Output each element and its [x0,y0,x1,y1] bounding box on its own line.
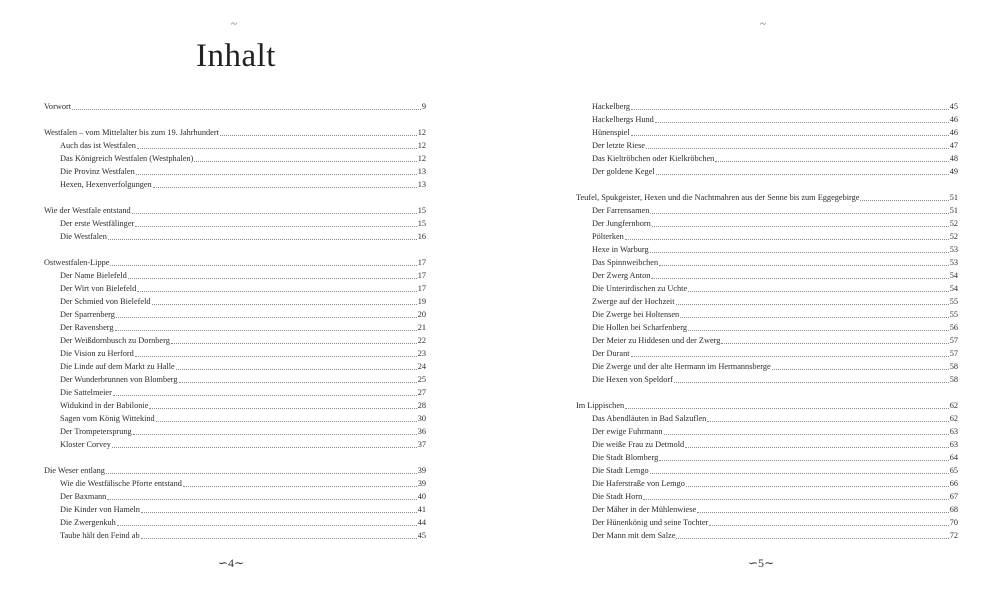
toc-entry [44,373,426,385]
toc-entry [44,360,426,372]
toc-page-number: 52 [949,219,958,228]
toc-entry [576,503,958,515]
toc-entry [44,503,426,515]
toc-section-heading [576,399,958,411]
toc-entry-title: Widukind in der Babilonie [60,401,149,410]
toc-page-number: 20 [417,310,426,319]
toc-section-heading [44,464,426,476]
dot-leader [171,343,417,344]
toc-entry [576,126,958,138]
toc-page-number: 40 [417,492,426,501]
dot-leader [115,330,417,331]
toc-page-number: 12 [417,141,426,150]
toc-entry-title: Das Abendläuten in Bad Salzuflen [592,414,707,423]
toc-entry-title: Die Weser entlang [44,466,105,475]
toc-entry-title: Der Durant [592,349,630,358]
toc-entry-title: Die Stadt Blomberg [592,453,659,462]
toc-entry [576,282,958,294]
dot-leader [153,187,417,188]
dot-leader [860,200,948,201]
toc-entry [576,139,958,151]
toc-page-number: 63 [949,427,958,436]
toc-entry [576,165,958,177]
toc-page-number: 12 [417,154,426,163]
toc-entry-title: Wie die Westfälische Pforte entstand [60,479,182,488]
toc-entry-title: Die Unterirdischen zu Uchte [592,284,688,293]
toc-section-heading [576,191,958,203]
toc-entry-title: Die Hollen bei Scharfenberg [592,323,687,332]
dot-leader [107,499,416,500]
dot-leader [652,226,949,227]
dot-leader [643,499,948,500]
toc-section-heading [44,256,426,268]
toc-entry-title: Die Sattelmeier [60,388,112,397]
toc-page-number: 51 [949,193,958,202]
toc-entry-title: Der Schmied von Bielefeld [60,297,151,306]
toc-entry-title: Der Sparrenberg [60,310,115,319]
toc-entry [44,438,426,450]
toc-page-number: 16 [417,232,426,241]
toc-section-heading [44,204,426,216]
toc-entry-title: Die Zwerge und der alte Hermann im Hermannsberge [592,362,771,371]
toc-entry [44,347,426,359]
toc-entry-title: Der Baxmann [60,492,107,501]
toc-page-number: 54 [949,284,958,293]
toc-entry [576,100,958,112]
dot-leader [194,161,416,162]
toc-entry [576,425,958,437]
dot-leader [650,213,948,214]
toc-page-number: 27 [417,388,426,397]
toc-page-number: 46 [949,128,958,137]
toc-entry [576,516,958,528]
dot-leader [656,174,949,175]
dot-leader [179,382,417,383]
toc-page-number: 58 [949,362,958,371]
toc-section-heading [44,126,426,138]
toc-page-number: 15 [417,219,426,228]
toc-entry-title: Der goldene Kegel [592,167,655,176]
toc-page-number: 58 [949,375,958,384]
toc-page-number: 17 [417,284,426,293]
toc-entry-title: Hexe in Warburg [592,245,649,254]
toc-entry [44,230,426,242]
dot-leader [686,486,949,487]
toc-entry [44,412,426,424]
toc-entry-title: Kloster Corvey [60,440,111,449]
dot-leader [183,486,417,487]
dot-leader [108,239,417,240]
toc-entry-title: Der Mäher in der Mühlenwiese [592,505,697,514]
toc-page-number: 67 [949,492,958,501]
toc-entry [44,295,426,307]
toc-entry [44,139,426,151]
toc-entry-title: Pölterken [592,232,624,241]
dot-leader [137,148,417,149]
dot-leader [135,356,417,357]
toc-section-heading [44,100,426,112]
toc-entry-title: Taube hält den Feind ab [60,531,140,540]
dot-leader [135,226,416,227]
dot-leader [116,317,417,318]
toc-entry-title: Teufel, Spukgeister, Hexen und die Nachtmahren aus der Senne bis zum Eggegebirge [576,193,860,202]
toc-entry-title: Der Name Bielefeld [60,271,127,280]
toc-entry-title: Die Stadt Horn [592,492,643,501]
toc-entry-title: Der Ravensberg [60,323,114,332]
dot-leader [141,538,417,539]
toc-page-number: 44 [417,518,426,527]
dot-leader [674,382,949,383]
dot-leader [128,278,417,279]
dot-leader [655,122,949,123]
toc-page-number: 53 [949,245,958,254]
toc-entry-title: Die Stadt Lemgo [592,466,649,475]
toc-entry-title: Die Zwergenkuh [60,518,116,527]
toc-entry [576,438,958,450]
toc-page-number: 28 [417,401,426,410]
toc-entry-title: Im Lippischen [576,401,625,410]
toc-page-number: 57 [949,349,958,358]
dot-leader [646,148,949,149]
dot-leader [688,291,949,292]
toc-entry [576,373,958,385]
dot-leader [625,239,949,240]
dot-leader [110,265,416,266]
dot-leader [631,135,949,136]
dot-leader [631,109,949,110]
toc-entry [576,256,958,268]
toc-entry [44,516,426,528]
toc-entry-title: Die Linde auf dem Markt zu Halle [60,362,175,371]
toc-page-number: 36 [417,427,426,436]
toc-page-number: 57 [949,336,958,345]
toc-page-number: 56 [949,323,958,332]
toc-entry-title: Der Wunderbrunnen von Blomberg [60,375,178,384]
toc-page-number: 68 [949,505,958,514]
folio-right: ∽5∼ [748,556,775,570]
toc-page-number: 30 [417,414,426,423]
toc-entry-title: Der Farrensamen [592,206,650,215]
toc-entry-title: Die Kinder von Hameln [60,505,140,514]
toc-entry-title: Zwerge auf der Hochzeit [592,297,675,306]
toc-entry-title: Die Westfalen [60,232,107,241]
toc-page-number: 37 [417,440,426,449]
dot-leader [113,395,417,396]
toc-entry-title: Die Vision zu Herford [60,349,134,358]
toc-entry-title: Die weiße Frau zu Detmold [592,440,685,449]
toc-entry-title: Hexen, Hexenverfolgungen [60,180,152,189]
toc-entry-title: Der Weißdornbusch zu Dornberg [60,336,170,345]
toc-page-number: 45 [949,102,958,111]
toc-entry [44,490,426,502]
toc-page-number: 22 [417,336,426,345]
toc-page-number: 23 [417,349,426,358]
toc-page-number: 55 [949,297,958,306]
dot-leader [106,473,417,474]
dot-leader [685,447,949,448]
toc-page-number: 25 [417,375,426,384]
toc-entry [44,477,426,489]
toc-entry-title: Der Meier zu Hiddesen und der Zwerg [592,336,721,345]
toc-entry [44,282,426,294]
toc-entry-title: Die Provinz Westfalen [60,167,135,176]
toc-page-number: 62 [949,401,958,410]
dot-leader [680,317,949,318]
dot-leader [117,525,417,526]
toc-page-number: 17 [417,258,426,267]
toc-entry [576,269,958,281]
dot-leader [136,174,417,175]
toc-entry [576,113,958,125]
toc-entry [576,295,958,307]
dot-leader [650,252,949,253]
dot-leader [156,421,417,422]
dot-leader [137,291,416,292]
toc-entry [576,230,958,242]
toc-entry [576,152,958,164]
toc-page-number: 65 [949,466,958,475]
toc-entry [576,464,958,476]
toc-page-number: 21 [417,323,426,332]
dot-leader [625,408,949,409]
dot-leader [676,304,949,305]
dot-leader [651,278,948,279]
dot-leader [141,512,417,513]
toc-entry [576,412,958,424]
dot-leader [659,265,949,266]
toc-entry-title: Das Kieltröbchen oder Kielkröbchen [592,154,715,163]
toc-entry [44,386,426,398]
dot-leader [152,304,417,305]
toc-page-number: 39 [417,466,426,475]
toc-page-number: 54 [949,271,958,280]
toc-page-number: 17 [417,271,426,280]
toc-page-number: 24 [417,362,426,371]
toc-entry [576,321,958,333]
toc-entry [576,477,958,489]
dot-leader [72,109,421,110]
toc-entry [44,178,426,190]
dot-leader [650,473,949,474]
toc-page-number: 53 [949,258,958,267]
toc-entry-title: Vorwort [44,102,72,111]
toc-entry [576,334,958,346]
toc-entry-title: Hackelberg [592,102,631,111]
toc-entry-title: Das Spinnweibchen [592,258,659,267]
toc-page-number: 41 [417,505,426,514]
toc-entry-title: Der Jungfernborn [592,219,651,228]
toc-entry-title: Der Zwerg Anton [592,271,651,280]
dot-leader [709,525,948,526]
toc-entry-title: Die Hexen von Speldorf [592,375,673,384]
dot-leader [659,460,948,461]
dot-leader [176,369,417,370]
page-title: Inhalt [196,38,276,74]
toc-entry [576,308,958,320]
toc-page-number: 55 [949,310,958,319]
toc-page-number: 13 [417,167,426,176]
dot-leader [631,356,949,357]
toc-entry-title: Die Haferstraße von Lemgo [592,479,685,488]
toc-entry [576,204,958,216]
toc-page-number: 48 [949,154,958,163]
toc-entry-title: Der Hünenkönig und seine Tochter [592,518,709,527]
dot-leader [715,161,948,162]
dot-leader [132,213,417,214]
toc-entry [576,451,958,463]
toc-entry-title: Das Königreich Westfalen (Westphalen) [60,154,194,163]
dot-leader [721,343,948,344]
toc-entry-title: Der Trompetersprung [60,427,132,436]
toc-entry-title: Der Mann mit dem Salze [592,531,676,540]
toc-entry-title: Sagen vom König Wittekind [60,414,155,423]
dot-leader [676,538,948,539]
toc-page-number: 51 [949,206,958,215]
toc-entry [44,308,426,320]
toc-page-number: 39 [417,479,426,488]
toc-page-number: 62 [949,414,958,423]
folio-left: ∽4∼ [218,556,245,570]
toc-entry-title: Wie der Westfale entstand [44,206,131,215]
toc-entry-title: Der Wirt von Bielefeld [60,284,137,293]
toc-entry [44,165,426,177]
toc-entry [44,425,426,437]
toc-entry [44,269,426,281]
toc-page-number: 49 [949,167,958,176]
toc-entry [44,399,426,411]
ornament-top-left: ~ [231,18,237,30]
toc-entry [576,243,958,255]
toc-entry [44,529,426,541]
dot-leader [149,408,416,409]
toc-page-number: 70 [949,518,958,527]
toc-entry [44,321,426,333]
toc-entry-title: Die Zwerge bei Holtensen [592,310,680,319]
toc-page-number: 46 [949,115,958,124]
toc-entry [44,152,426,164]
dot-leader [707,421,948,422]
toc-page-number: 72 [949,531,958,540]
toc-entry-title: Auch das ist Westfalen [60,141,136,150]
toc-entry [44,334,426,346]
toc-entry-title: Hünenspiel [592,128,630,137]
toc-page-number: 19 [417,297,426,306]
toc-entry-title: Hackelbergs Hund [592,115,654,124]
dot-leader [664,434,949,435]
ornament-top-right: ~ [760,18,766,30]
toc-page-number: 9 [421,102,426,111]
dot-leader [688,330,949,331]
dot-leader [697,512,949,513]
toc-entry-title: Ostwestfalen-Lippe [44,258,110,267]
toc-page-number: 63 [949,440,958,449]
right-page [500,0,1000,600]
dot-leader [220,135,417,136]
dot-leader [112,447,417,448]
toc-entry [576,347,958,359]
toc-entry-title: Der ewige Fuhrmann [592,427,663,436]
toc-page-number: 15 [417,206,426,215]
toc-page-number: 45 [417,531,426,540]
toc-entry-title: Der erste Westfälinger [60,219,135,228]
toc-page-number: 47 [949,141,958,150]
toc-entry [576,217,958,229]
dot-leader [133,434,417,435]
toc-entry [576,360,958,372]
toc-entry [576,490,958,502]
toc-page-number: 12 [417,128,426,137]
toc-entry-title: Westfalen – vom Mittelalter bis zum 19. Jahrhundert [44,128,219,137]
toc-entry [44,217,426,229]
toc-page-number: 64 [949,453,958,462]
toc-entry [576,529,958,541]
toc-page-number: 13 [417,180,426,189]
toc-page-number: 52 [949,232,958,241]
toc-entry-title: Der letzte Riese [592,141,645,150]
dot-leader [772,369,949,370]
toc-page-number: 66 [949,479,958,488]
